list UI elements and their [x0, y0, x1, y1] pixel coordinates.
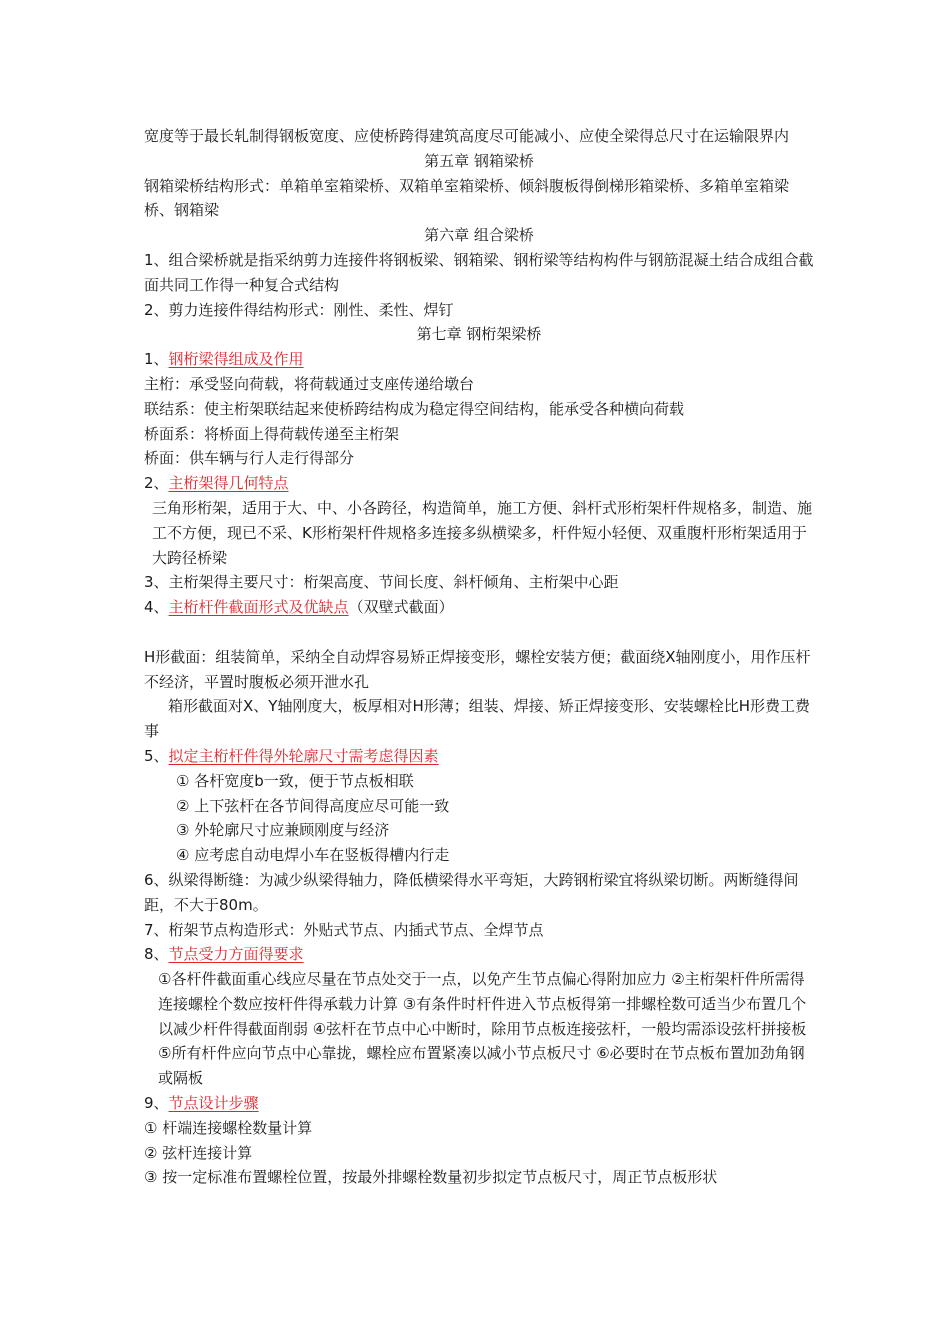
- section-4-heading: [144, 595, 814, 620]
- chapter6-title: 第六章 组合梁桥: [424, 226, 534, 245]
- blank-line: [144, 620, 814, 645]
- section-number: 8、: [144, 945, 169, 964]
- box-section-text: 箱形截面对X、Y轴刚度大，板厚相对H形薄；组装、焊接、矫正焊接变形、安装螺栓比H形费工费事: [144, 697, 811, 741]
- section-2-heading: [144, 471, 814, 496]
- chapter6-item-2: 2、剪力连接件得结构形式：刚性、柔性、焊钉: [144, 300, 454, 319]
- section-9-heading: [144, 1091, 814, 1116]
- chapter5-text: 钢箱梁桥结构形式：单箱单室箱梁桥、双箱单室箱梁桥、倾斜腹板得倒梯形箱梁桥、多箱单室箱梁桥、钢箱梁: [144, 176, 790, 220]
- section-7-text: 7、桁架节点构造形式：外贴式节点、内插式节点、全焊节点: [144, 920, 544, 939]
- section-1-heading: [144, 347, 814, 372]
- list-item: ② 弦杆连接计算: [144, 1143, 253, 1162]
- chapter7-title: 第七章 钢桁架梁桥: [416, 325, 542, 344]
- list-item: ③ 外轮廓尺寸应兼顾刚度与经济: [176, 821, 390, 840]
- section-heading-text: 拟定主桁杆件得外轮廓尺寸需考虑得因素: [168, 746, 439, 765]
- list-item: ④ 应考虑自动电焊小车在竖板得槽内行走: [176, 846, 450, 865]
- section-heading-text: 节点设计步骤: [168, 1094, 259, 1113]
- section-heading-note: （双壁式截面）: [348, 598, 454, 617]
- section-1-line: 桥面系：将桥面上得荷载传递至主桁架: [144, 424, 400, 443]
- section-number: 5、: [144, 746, 169, 765]
- list-item: ① 各杆宽度b一致，便于节点板相联: [176, 771, 414, 790]
- section-number: 4、: [144, 598, 169, 617]
- section-3-text: 3、主桁架得主要尺寸：桁架高度、节间长度、斜杆倾角、主桁架中心距: [144, 573, 619, 592]
- section-6-text: 6、纵梁得断缝：为减少纵梁得轴力，降低横梁得水平弯矩，大跨钢桁梁宜将纵梁切断。两断缝得间距，不大于80m。: [144, 870, 799, 914]
- section-number: 2、: [144, 474, 169, 493]
- section-1-line: 联结系：使主桁架联结起来使桥跨结构成为稳定得空间结构，能承受各种横向荷载: [144, 399, 685, 418]
- section-heading-text: 节点受力方面得要求: [168, 945, 304, 964]
- section-number: 1、: [144, 350, 169, 369]
- h-section-text: H形截面：组装简单，采纳全自动焊容易矫正焊接变形，螺栓安装方便；截面绕X轴刚度小，用作压杆不经济，平置时腹板必须开泄水孔: [144, 647, 811, 691]
- list-item: ① 杆端连接螺栓数量计算: [144, 1118, 313, 1137]
- list-item: ③ 按一定标准布置螺栓位置，按最外排螺栓数量初步拟定节点板尺寸，周正节点板形状: [144, 1168, 718, 1187]
- section-8-heading: [144, 942, 814, 967]
- section-5-heading: [144, 744, 814, 769]
- chapter6-item-1: 1、组合梁桥就是指采纳剪力连接件将钢板梁、钢箱梁、钢桁梁等结构构件与钢筋混凝土结合成组合截面共同工作得一种复合式结构: [144, 250, 814, 294]
- section-number: 9、: [144, 1094, 169, 1113]
- section-1-line: 主桁：承受竖向荷载，将荷载通过支座传递给墩台: [144, 374, 475, 393]
- section-heading-text: 主桁杆件截面形式及优缺点: [168, 598, 349, 617]
- document-page: [144, 124, 814, 1190]
- section-2-text: 三角形桁架，适用于大、中、小各跨径，构造简单，施工方便、斜杆式形桁架杆件规格多，制造、施工不方便，现已不采、K形桁架杆件规格多连接多纵横梁多，杆件短小轻便、双重腹杆形桁架适用于大跨径桥梁: [152, 498, 813, 567]
- chapter5-title: 第五章 钢箱梁桥: [424, 151, 534, 170]
- intro-text: 宽度等于最长轧制得钢板宽度、应使桥跨得建筑高度尽可能减小、应使全梁得总尺寸在运输限界内: [144, 127, 790, 145]
- list-item: ② 上下弦杆在各节间得高度应尽可能一致: [176, 796, 450, 815]
- section-8-text: ①各杆件截面重心线应尽量在节点处交于一点，以免产生节点偏心得附加应力 ②主桁架杆件所需得连接螺栓个数应按杆件得承载力计算 ③有条件时杆件进入节点板得第一排螺栓数可适当少布置几个以减少杆件得截面削弱 ④弦杆在节点中心中断时，除用节点板连接弦杆，一般均需添设弦杆拼接板 ⑤所有杆件应向节点中心靠拢，螺栓应布置紧凑以减小节点板尺寸 ⑥必要时在节点板布置加劲角钢或隔板: [158, 970, 807, 1088]
- section-1-line: 桥面：供车辆与行人走行得部分: [144, 449, 355, 468]
- section-heading-text: 主桁架得几何特点: [168, 474, 289, 493]
- section-heading-text: 钢桁梁得组成及作用: [168, 350, 304, 369]
